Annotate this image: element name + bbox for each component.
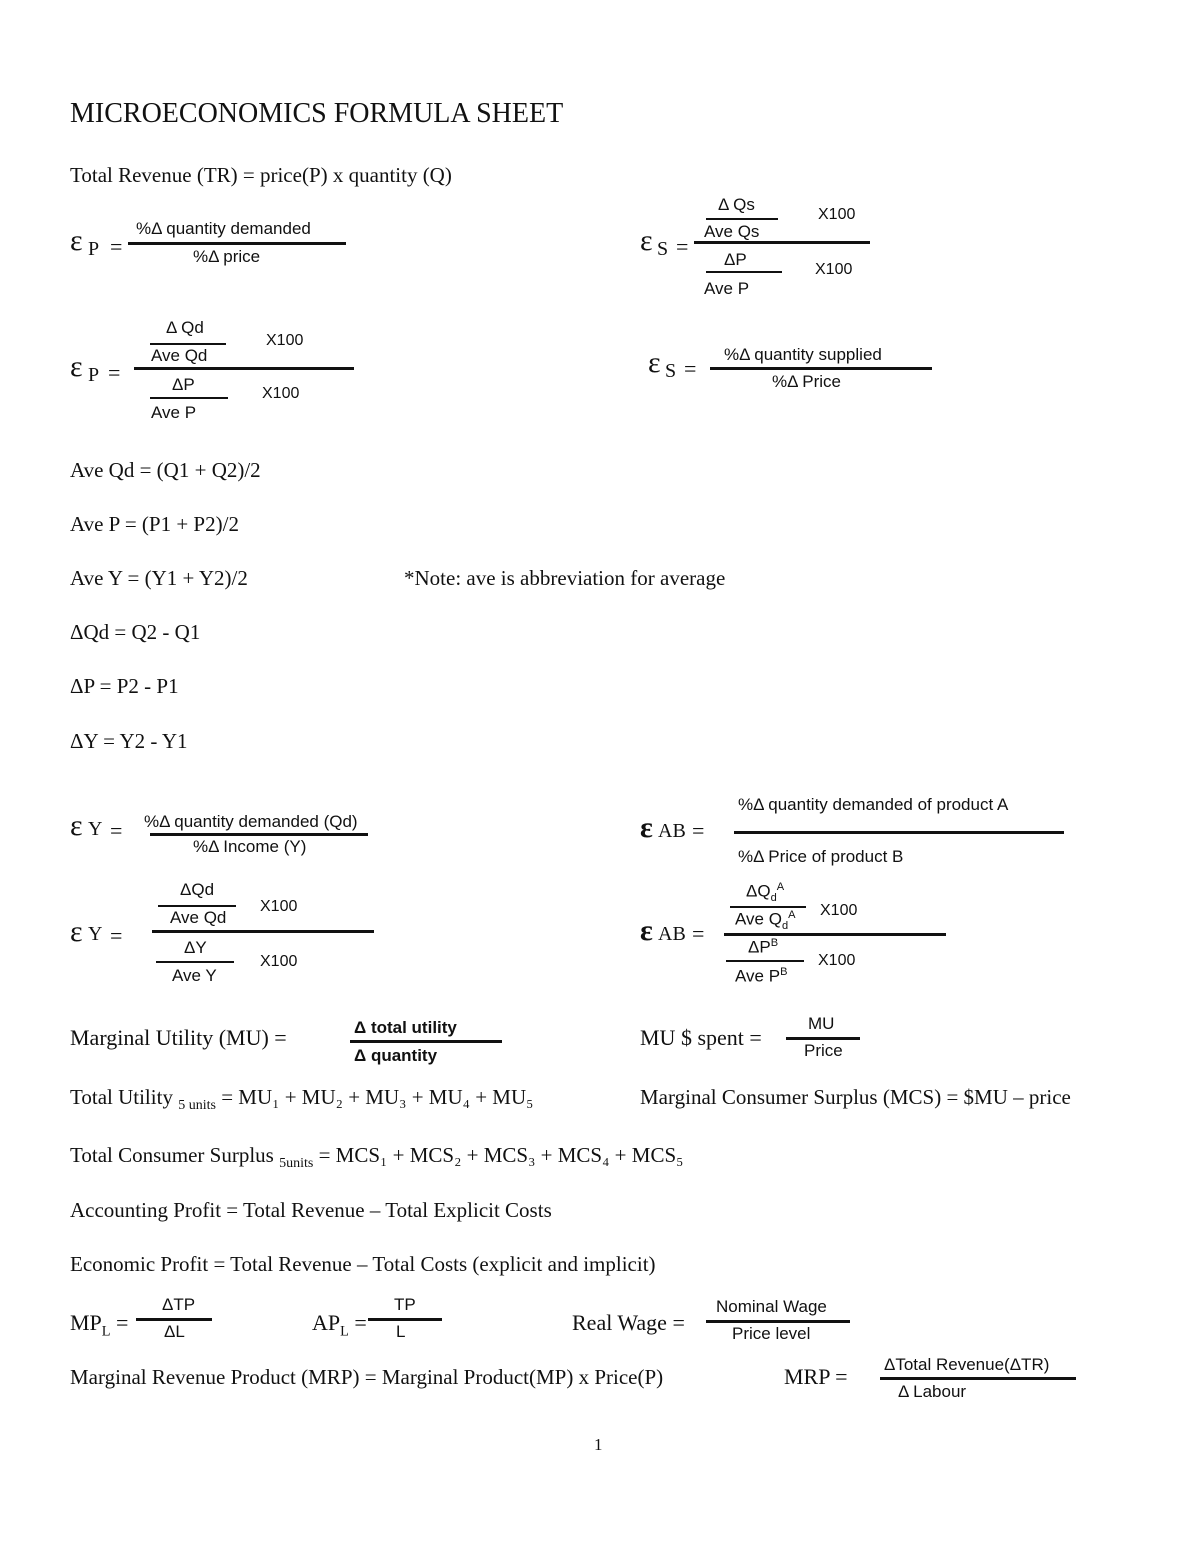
fraction-denominator: Δ Labour	[898, 1382, 967, 1401]
total-consumer-surplus-formula: Total Consumer Surplus $_{5units}$ = MCS₁ + MCS₂ + MCS₃ + MCS₄ + MCS₅	[70, 1143, 684, 1172]
mrp-definition: Marginal Revenue Product (MRP) = Marginal Product(MP) x Price(P)	[70, 1365, 664, 1389]
epsilon-symbol: ε	[640, 224, 653, 257]
equals-sign: =	[684, 356, 697, 381]
inner-denominator: Ave $P^B$	[735, 966, 788, 986]
fraction-denominator: Price	[804, 1041, 843, 1060]
fraction-numerator: %Δ quantity supplied	[724, 345, 882, 364]
fraction-denominator: L	[396, 1322, 406, 1341]
epsilon-symbol: ε	[648, 346, 661, 379]
ave-p-formula: Ave P = (P1 + P2)/2	[70, 512, 239, 536]
fraction-numerator: Δ total utility	[354, 1018, 457, 1037]
inner-denominator: Ave Qd	[151, 346, 208, 365]
inner-denominator: Ave P	[151, 403, 197, 422]
inner-numerator: Δ Qd	[166, 318, 204, 337]
inner-numerator: ΔQd	[180, 880, 215, 899]
fraction-denominator: %Δ Income (Y)	[193, 837, 307, 856]
inner-numerator: $\Delta Q_d^A$	[746, 881, 785, 905]
marginal-consumer-surplus-formula: Marginal Consumer Surplus (MCS) = $MU – price	[640, 1085, 1071, 1109]
epsilon-subscript: S	[665, 360, 677, 382]
economic-profit-formula: Economic Profit = Total Revenue – Total Costs (explicit and implicit)	[70, 1252, 656, 1276]
fraction-bar	[710, 367, 932, 370]
fraction-numerator: TP	[394, 1295, 416, 1314]
fraction-denominator: %Δ Price of product B	[738, 847, 904, 866]
formula-label: MRP =	[784, 1364, 848, 1389]
multiplier-label: X100	[266, 332, 304, 349]
main-fraction-bar	[152, 930, 374, 933]
equals-sign: =	[108, 360, 121, 385]
equals-sign: =	[676, 234, 689, 259]
fraction-numerator: MU	[808, 1014, 835, 1033]
main-fraction-bar	[134, 367, 354, 370]
total-utility-formula: Total Utility $_{5 units}$ = MU₁ + MU₂ + MU₃ + MU₄ + MU₅	[70, 1085, 534, 1114]
formula-label: Real Wage =	[572, 1310, 685, 1335]
ave-qd-formula: Ave Qd = (Q1 + Q2)/2	[70, 458, 261, 482]
fraction-bar	[136, 1318, 212, 1321]
inner-fraction-bar	[706, 271, 782, 273]
epsilon-subscript: Y	[88, 818, 103, 840]
epsilon-subscript: P	[88, 238, 100, 260]
delta-qd-formula: ΔQd = Q2 - Q1	[70, 620, 201, 644]
fraction-bar	[150, 833, 368, 836]
inner-numerator: $\Delta P^B$	[748, 937, 779, 957]
inner-numerator: Δ Qs	[718, 195, 755, 214]
delta-p-formula: ΔP = P2 - P1	[70, 674, 179, 698]
inner-fraction-bar	[150, 343, 226, 345]
fraction-denominator: %Δ Price	[772, 372, 841, 391]
fraction-denominator: ΔL	[164, 1322, 185, 1341]
main-fraction-bar	[694, 241, 870, 244]
epsilon-subscript: S	[657, 238, 669, 260]
inner-numerator: ΔY	[184, 938, 207, 957]
epsilon-symbol: ε	[70, 915, 83, 948]
inner-numerator: ΔP	[724, 250, 747, 269]
accounting-profit-formula: Accounting Profit = Total Revenue – Total Explicit Costs	[70, 1198, 552, 1222]
fraction-bar	[350, 1040, 502, 1043]
ave-y-formula: Ave Y = (Y1 + Y2)/2	[70, 566, 248, 590]
equals-sign: =	[110, 234, 123, 259]
epsilon-subscript: AB	[658, 820, 686, 842]
average-note: *Note: ave is abbreviation for average	[404, 566, 726, 590]
inner-denominator: Ave $Q_d^A$	[735, 909, 796, 933]
epsilon-subscript: P	[88, 364, 100, 386]
total-revenue-formula: Total Revenue (TR) = price(P) x quantity (Q)	[70, 163, 452, 187]
multiplier-label: X100	[260, 953, 298, 970]
fraction-bar	[368, 1318, 442, 1321]
fraction-bar	[786, 1037, 860, 1040]
equals-sign: =	[692, 921, 705, 946]
inner-denominator: Ave P	[704, 279, 750, 298]
fraction-denominator: Δ quantity	[354, 1046, 438, 1065]
inner-fraction-bar	[150, 397, 228, 399]
fraction-denominator: Price level	[732, 1324, 811, 1343]
multiplier-label: X100	[260, 898, 298, 915]
multiplier-label: X100	[815, 261, 853, 278]
delta-y-formula: ΔY = Y2 - Y1	[70, 729, 188, 753]
multiplier-label: X100	[818, 206, 856, 223]
multiplier-label: X100	[820, 902, 858, 919]
inner-fraction-bar	[726, 960, 804, 962]
epsilon-symbol: ε	[640, 811, 653, 844]
fraction-denominator: %Δ price	[193, 247, 261, 266]
formula-label: $AP_L$ =	[312, 1310, 367, 1340]
epsilon-subscript: AB	[658, 923, 686, 945]
fraction-numerator: %Δ quantity demanded	[136, 219, 311, 238]
equals-sign: =	[110, 923, 123, 948]
inner-denominator: Ave Y	[172, 966, 217, 985]
inner-denominator: Ave Qs	[704, 222, 760, 241]
fraction-numerator: %Δ quantity demanded of product A	[738, 795, 1009, 814]
inner-fraction-bar	[706, 218, 778, 220]
fraction-bar	[880, 1377, 1076, 1380]
inner-fraction-bar	[156, 961, 234, 963]
fraction-numerator: ΔTP	[162, 1295, 196, 1314]
multiplier-label: X100	[262, 385, 300, 402]
epsilon-symbol: ε	[640, 914, 653, 947]
page-number: 1	[594, 1435, 603, 1454]
inner-fraction-bar	[730, 906, 806, 908]
inner-fraction-bar	[158, 905, 236, 907]
inner-numerator: ΔP	[172, 375, 195, 394]
formula-label: $MP_L$ =	[70, 1310, 129, 1340]
main-fraction-bar	[724, 933, 946, 936]
epsilon-subscript: Y	[88, 923, 103, 945]
fraction-numerator: Nominal Wage	[716, 1297, 827, 1316]
inner-denominator: Ave Qd	[170, 908, 227, 927]
fraction-numerator: %Δ quantity demanded (Qd)	[144, 812, 358, 831]
fraction-numerator: ΔTotal Revenue(ΔTR)	[884, 1355, 1050, 1374]
epsilon-symbol: ε	[70, 224, 83, 257]
equals-sign: =	[692, 818, 705, 843]
equals-sign: =	[110, 818, 123, 843]
formula-label: Marginal Utility (MU) =	[70, 1025, 287, 1050]
fraction-bar	[128, 242, 346, 245]
multiplier-label: X100	[818, 952, 856, 969]
epsilon-symbol: ε	[70, 350, 83, 383]
formula-label: MU $ spent =	[640, 1025, 762, 1050]
fraction-bar	[734, 831, 1064, 834]
fraction-bar	[706, 1320, 850, 1323]
epsilon-symbol: ε	[70, 809, 83, 842]
page-title: MICROECONOMICS FORMULA SHEET	[70, 98, 564, 129]
